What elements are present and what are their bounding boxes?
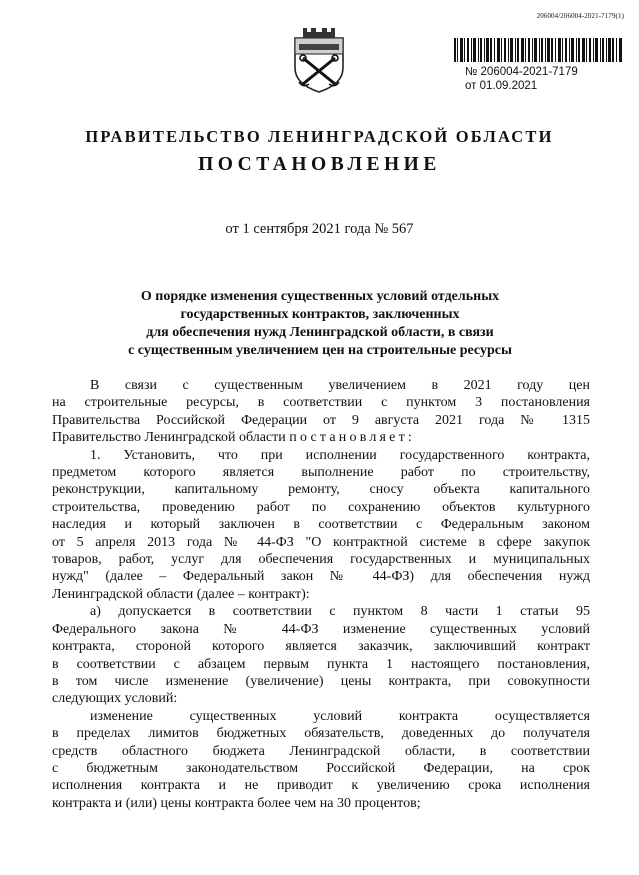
body-line: а) допускается в соответствии с пунктом 8 части 1 статьи 95 bbox=[90, 604, 590, 620]
body-line: предметом которого является выполнение работ по строительству, bbox=[52, 465, 590, 481]
body-line: средств областного бюджета Ленинградской области, в соответствии bbox=[52, 743, 590, 759]
body-line: Федерального закона № 44-ФЗ изменение существенных условий bbox=[52, 621, 590, 637]
body-line: контракта и (или) цены контракта более чем на 30 процентов; bbox=[52, 795, 421, 811]
body-line: на строительные ресурсы, в соответствии с пунктом 3 постановления bbox=[52, 395, 590, 411]
subject-line: О порядке изменения существенных условий отдельных bbox=[140, 289, 500, 304]
body-line: В связи с существенным увеличением в 2021 году цен bbox=[90, 378, 590, 393]
registration-number: № 206004-2021-7179 bbox=[465, 66, 578, 78]
leningrad-oblast-coat-of-arms-icon bbox=[289, 24, 349, 94]
body-line: в том числе изменение (увеличение) цены контракта, при совокупности bbox=[52, 673, 590, 689]
document-subject bbox=[70, 288, 570, 360]
document-body bbox=[52, 377, 590, 812]
body-line: следующих условий: bbox=[52, 691, 178, 707]
registration-block bbox=[465, 65, 625, 93]
body-line: наследия и который заключен в соответствии с Федеральным законом bbox=[52, 517, 590, 533]
decree-word: постановляет: bbox=[289, 430, 415, 446]
body-line: реконструкции, капитальному ремонту, сносу объекта капитального bbox=[52, 482, 590, 498]
body-line: изменение существенных условий контракта осуществляется bbox=[90, 708, 590, 724]
body-line: строительства, проведению работ по сохранению объектов культурного bbox=[52, 499, 590, 515]
body-line: 1. Установить, что при исполнении государственного контракта, bbox=[90, 447, 590, 463]
body-line: нужд" (далее – Федеральный закон № 44-ФЗ) для обеспечения нужд bbox=[52, 569, 590, 585]
body-line: в пределах лимитов бюджетных обязательств, доведенных до получателя bbox=[52, 726, 590, 742]
body-line-part: Правительство Ленинградской области bbox=[52, 430, 286, 446]
document-id: 206004/206004-2021-7179(1) bbox=[536, 12, 624, 20]
subject-line: государственных контрактов, заключенных bbox=[180, 307, 460, 322]
registration-date: от 01.09.2021 bbox=[465, 80, 538, 92]
body-line bbox=[52, 429, 590, 446]
organization-title: ПРАВИТЕЛЬСТВО ЛЕНИНГРАДСКОЙ ОБЛАСТИ bbox=[85, 127, 554, 146]
subject-line: с существенным увеличением цен на строительные ресурсы bbox=[128, 343, 512, 358]
body-line: товаров, работ, услуг для обеспечения государственных и муниципальных bbox=[52, 552, 590, 568]
body-line: исполнения контракта и не приводит к увеличению срока исполнения bbox=[52, 778, 590, 794]
body-line: контракта, стороной которого является заказчик, заключивший контракт bbox=[52, 639, 590, 655]
body-line: Правительства Российской Федерации от 9 августа 2021 года № 1315 bbox=[52, 412, 590, 428]
document-type: ПОСТАНОВЛЕНИЕ bbox=[198, 154, 441, 175]
barcode-icon bbox=[454, 38, 624, 62]
body-line: с бюджетным законодательством Российской Федерации, на срок bbox=[52, 760, 590, 776]
subject-line: для обеспечения нужд Ленинградской области, в связи bbox=[146, 325, 494, 340]
body-line: в соответствии с абзацем первым пункта 1 настоящего постановления, bbox=[52, 656, 590, 672]
document-date-number: от 1 сентября 2021 года № 567 bbox=[225, 221, 414, 237]
body-line: Ленинградской области (далее – контракт): bbox=[52, 586, 310, 602]
body-line: от 5 апреля 2013 года № 44-ФЗ "О контрактной системе в сфере закупок bbox=[52, 534, 590, 550]
